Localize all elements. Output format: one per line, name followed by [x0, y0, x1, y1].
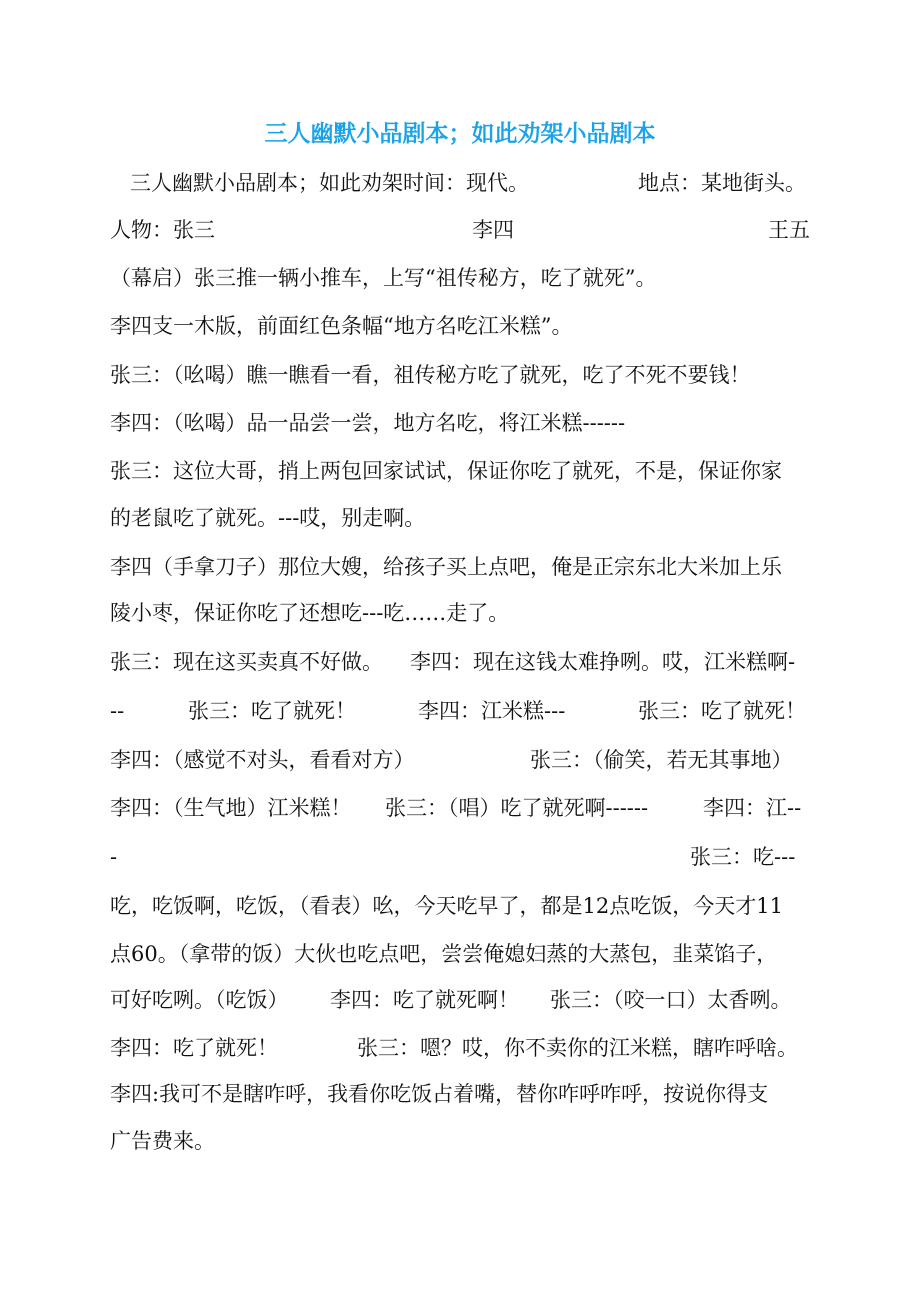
- text-segment: 张三：现在这买卖真不好做。: [110, 650, 383, 674]
- text-segment: 的老鼠吃了就死。---哎，别走啊。: [110, 506, 426, 530]
- text-segment: 李四：现在这钱太难挣咧。哎，江米糕啊-: [410, 650, 796, 674]
- text-segment: 李四：（感觉不对头，看看对方）: [110, 748, 415, 772]
- text-segment: 张三：（吆喝）瞧一瞧看一看，祖传秘方吃了就死，吃了不死不要钱！: [110, 363, 751, 387]
- text-segment: 李四：吃了就死！: [110, 1036, 278, 1060]
- text-segment: 三人幽默小品剧本；如此劝架时间：现代。: [130, 171, 529, 195]
- text-segment: 张三：吃---: [690, 845, 796, 869]
- text-segment: 王五: [768, 218, 810, 242]
- text-segment: 李四：江米糕---: [418, 699, 566, 723]
- text-segment: 人物：张三: [110, 218, 215, 242]
- text-segment: 张三：（唱）吃了就死啊------: [385, 796, 649, 820]
- text-segment: 点60。（拿带的饭）大伙也吃点吧，尝尝俺媳妇蒸的大蒸包，韭菜馅子，: [110, 942, 778, 966]
- text-segment: 李四：（吆喝）品一品尝一尝，地方名吃，将江米糕------: [110, 411, 626, 435]
- text-segment: --: [110, 699, 125, 723]
- text-segment: 张三：嗯？哎，你不卖你的江米糕，瞎咋呼啥。: [357, 1036, 798, 1060]
- text-segment: 陵小枣，保证你吃了还想吃---吃……走了。: [110, 601, 510, 625]
- text-segment: 张三：（咬一口）太香咧。: [550, 988, 792, 1012]
- text-segment: 张三：这位大哥，捎上两包回家试试，保证你吃了就死，不是，保证你家: [110, 459, 782, 483]
- text-segment: 李四：吃了就死啊！: [330, 988, 519, 1012]
- text-segment: 李四（手拿刀子）那位大嫂，给孩子买上点吧，俺是正宗东北大米加上乐: [110, 555, 782, 579]
- text-segment: 地点：某地街头。: [638, 171, 806, 195]
- text-segment: 李四：（生气地）江米糕！: [110, 796, 352, 820]
- text-segment: （幕启）张三推一辆小推车，上写“祖传秘方，吃了就死”。: [110, 266, 657, 290]
- document-title: 三人幽默小品剧本；如此劝架小品剧本: [264, 121, 656, 147]
- text-segment: 张三：吃了就死！: [188, 699, 356, 723]
- text-segment: 可好吃咧。（吃饭）: [110, 988, 289, 1012]
- text-segment: 李四:我可不是瞎咋呼，我看你吃饭占着嘴，替你咋呼咋呼，按说你得支: [110, 1082, 769, 1106]
- text-segment: 张三：吃了就死！: [638, 699, 806, 723]
- text-segment: 张三：（偷笑，若无其事地）: [530, 748, 793, 772]
- text-segment: 吃，吃饭啊，吃饭，（看表）吆，今天吃早了，都是12点吃饭，今天才11: [110, 894, 783, 918]
- text-segment: -: [110, 845, 118, 869]
- text-segment: 李四支一木版，前面红色条幅“地方名吃江米糕”。: [110, 314, 573, 338]
- text-segment: 李四: [472, 218, 514, 242]
- text-segment: 李四：江--: [703, 796, 802, 820]
- text-segment: 广告费来。: [110, 1129, 215, 1153]
